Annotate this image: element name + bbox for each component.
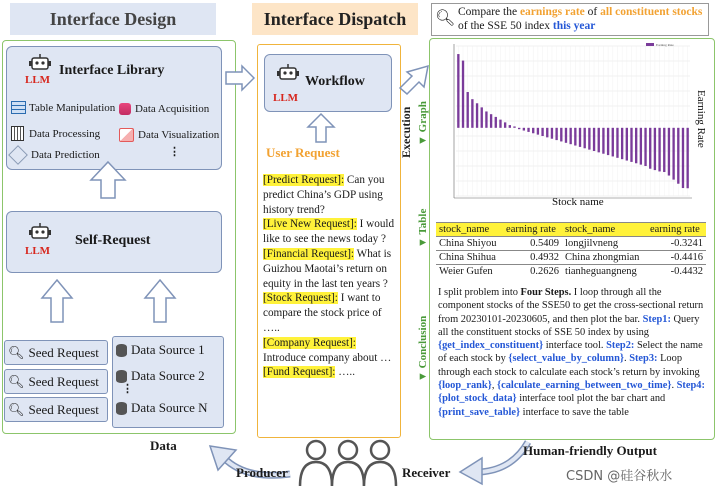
chart-bar: [532, 128, 534, 133]
seed-request-3: [4, 397, 108, 422]
step-label: Step1:: [642, 313, 671, 325]
chart-bar: [537, 128, 539, 135]
conclusion-bold: Four Steps.: [520, 287, 572, 298]
chart-bar: [677, 128, 679, 184]
request-text: …..: [338, 366, 355, 379]
network-icon: [8, 145, 28, 165]
request-tag: [Company Request]:: [263, 336, 356, 349]
seed-request-2: [4, 369, 108, 394]
table-row: [436, 251, 706, 265]
conclusion-part: Select the name of each stock by: [438, 340, 703, 365]
chart-bar: [495, 117, 497, 128]
table-cell: China Shiyou: [436, 237, 503, 251]
up-arrow-icon: [306, 112, 336, 144]
chart-bar: [546, 128, 548, 138]
chart-bar: [588, 128, 590, 150]
function-name: {select_value_by_column}: [508, 353, 624, 365]
workflow-box: [264, 54, 392, 112]
chart-bar: [607, 128, 609, 155]
step-label: Step4:: [676, 380, 705, 392]
users-icon: [296, 436, 400, 488]
stock-table: [436, 222, 706, 278]
calculator-icon: [11, 126, 24, 141]
tool-label: Data Visualization: [138, 129, 220, 141]
table-cell: 0.4932: [503, 251, 562, 265]
function-name: {plot_stock_data}: [438, 393, 517, 405]
data-label: Data: [150, 438, 177, 453]
table-icon: [11, 101, 26, 114]
up-arrow-icon: [143, 278, 177, 324]
chart-bar: [541, 128, 543, 136]
table-cell: 0.2626: [503, 265, 562, 279]
chart-bar: [593, 128, 595, 151]
table-cell: China zhongmian: [562, 251, 647, 265]
magnifier-icon: 🔍︎: [8, 401, 25, 417]
seed-request-label: Seed Request: [28, 401, 99, 417]
right-arrow-icon: [224, 64, 256, 92]
step-label: Step2:: [606, 340, 635, 352]
request-text: Introduce company about …: [263, 351, 392, 364]
y-axis-label: Earning Rate: [695, 90, 707, 148]
table-header-row: [436, 223, 706, 237]
chart-bar: [457, 54, 459, 128]
seed-request-label: Seed Request: [28, 373, 99, 389]
chart-bar: [481, 107, 483, 127]
chart-bar: [513, 126, 515, 127]
request-predict: [263, 173, 395, 217]
data-source-label: Data Source N: [131, 400, 208, 415]
tool-data-processing: [11, 126, 100, 141]
user-request-title: User Request: [266, 145, 340, 160]
request-fund: [263, 365, 395, 380]
workflow-title: Workflow: [305, 74, 365, 89]
table-cell: -0.4416: [647, 251, 706, 265]
chart-bar: [523, 128, 525, 131]
tool-more-ellipsis: ⋮: [169, 146, 180, 158]
query-highlight: this year: [552, 20, 596, 32]
llm-label: LLM: [273, 92, 299, 104]
tool-data-visualization: [119, 128, 219, 142]
chart-bar: [640, 128, 642, 165]
interface-dispatch-header: Interface Dispatch: [252, 3, 418, 35]
legend-swatch: [646, 43, 654, 46]
request-text: What is Guizhou Maotai’s return on equity in the last ten years ?: [263, 247, 392, 290]
database-icon: [116, 370, 127, 383]
chart-bar: [551, 128, 553, 139]
table-cell: China Shihua: [436, 251, 503, 265]
table-cell: longjilvneng: [562, 237, 647, 251]
tool-label: Data Prediction: [31, 149, 100, 161]
request-tag: [Live New Request]:: [263, 218, 357, 231]
chart-bar: [598, 128, 600, 153]
query-highlight: all constituent stocks: [600, 6, 703, 18]
chart-bar: [579, 128, 581, 147]
table-cell: -0.4432: [647, 265, 706, 279]
robot-icon: [29, 53, 51, 76]
side-label-text: Table: [417, 208, 429, 235]
data-source-n: [116, 400, 208, 416]
conclusion-part: .: [671, 380, 677, 392]
database-icon: [116, 344, 127, 357]
request-text: I want to compare the stock price of …..: [263, 292, 382, 334]
table-cell: Weier Gufen: [436, 265, 503, 279]
producer-label: Producer: [236, 465, 288, 480]
request-company: [263, 336, 395, 366]
step-label: Step3:: [629, 353, 658, 365]
conclusion-part: ,: [491, 380, 495, 392]
table-header: stock_name: [562, 223, 647, 237]
request-tag: [Financial Request]:: [263, 247, 355, 260]
database-icon: [119, 103, 131, 115]
execution-label: Execution: [399, 106, 413, 158]
curved-arrow-icon: [456, 438, 532, 486]
table-header: earning rate: [503, 223, 562, 237]
earning-rate-chart: [440, 40, 708, 218]
chart-bar: [658, 128, 660, 172]
robot-icon: [29, 222, 51, 245]
up-arrow-icon: [40, 278, 74, 324]
request-financial: [263, 247, 395, 291]
self-request-box: [6, 211, 222, 273]
magnifier-icon: 🔍︎: [8, 344, 25, 360]
chart-bar: [467, 92, 469, 128]
chart-bar: [509, 125, 511, 128]
conclusion-part: Query all the constituent stocks of SSE 50 index by using: [438, 313, 700, 338]
robot-icon: [277, 63, 299, 86]
table-row: [436, 265, 706, 279]
conclusion-side-label: ▼ Conclusion: [417, 315, 429, 382]
query-highlight: earnings rate: [519, 6, 585, 18]
user-request-list: [263, 173, 395, 380]
chart-bar: [485, 111, 487, 127]
interface-library-box: [6, 46, 222, 170]
chart-bar: [462, 61, 464, 128]
tool-label: Data Processing: [29, 127, 101, 140]
chart-bar: [584, 128, 586, 148]
tool-data-acquisition: [119, 103, 209, 115]
legend-label: Earning Rate: [656, 43, 674, 47]
table-header: stock_name: [436, 223, 503, 237]
chart-bar: [574, 128, 576, 146]
request-live-news: [263, 217, 395, 247]
conclusion-text: [438, 286, 708, 419]
chart-bar: [490, 114, 492, 128]
table-cell: tianheguangneng: [562, 265, 647, 279]
request-tag: [Stock Request]:: [263, 292, 338, 305]
table-cell: -0.3241: [647, 237, 706, 251]
request-text: Can you predict China’s GDP using history trend?: [263, 174, 385, 216]
magnifier-icon: 🔍︎: [8, 373, 25, 389]
tool-label: Table Manipulation: [29, 101, 116, 114]
chart-bar: [654, 128, 656, 170]
chart-bar: [471, 99, 473, 128]
conclusion-part: I loop through all the component stocks of the SSE50 to get the cross-sectional return from 20230101-20230605, and then plot the bar.: [438, 287, 704, 325]
tool-data-prediction: [11, 148, 100, 162]
human-friendly-output-label: Human-friendly Output: [523, 443, 657, 458]
llm-label: LLM: [25, 74, 51, 86]
data-source-label: Data Source 2: [131, 368, 205, 383]
request-tag: [Fund Request]:: [263, 366, 336, 379]
x-axis-label: Stock name: [552, 196, 604, 208]
query-part: Compare the: [458, 6, 520, 18]
interface-library-title: Interface Library: [59, 63, 165, 78]
query-part: of: [584, 6, 601, 18]
chart-bar: [560, 128, 562, 142]
chart-bar: [672, 128, 674, 180]
request-text: I would like to see the news today ?: [263, 218, 395, 246]
chart-bar: [626, 128, 628, 161]
self-request-title: Self-Request: [75, 233, 151, 248]
data-source-ellipsis: ⋮: [122, 383, 133, 395]
llm-label: LLM: [25, 245, 51, 257]
request-tag: [Predict Request]:: [263, 174, 345, 186]
chart-bar: [602, 128, 604, 154]
conclusion-part: .: [623, 353, 627, 365]
request-stock: [263, 291, 395, 335]
interface-design-header: Interface Design: [10, 3, 216, 35]
chart-bar: [686, 128, 688, 188]
tool-label: Data Acquisition: [135, 103, 210, 115]
graph-side-label: ▼ Graph: [417, 101, 429, 146]
function-name: {get_index_constituent}: [438, 340, 544, 352]
chart-bar: [499, 120, 501, 128]
chart-bar: [668, 128, 670, 176]
magnifier-icon: 🔍︎: [435, 10, 456, 27]
side-label-text: Conclusion: [417, 315, 429, 369]
data-source-label: Data Source 1: [131, 342, 205, 357]
query-box: [431, 3, 709, 36]
table-row: [436, 237, 706, 251]
query-part: of the SSE 50 index: [458, 20, 553, 32]
tool-table-manipulation: [11, 101, 115, 114]
chart-bar: [649, 128, 651, 169]
chart-icon: [119, 128, 134, 142]
chart-bar: [644, 128, 646, 166]
chart-bar: [621, 128, 623, 159]
table-side-label: ▼ Table: [417, 208, 429, 248]
chart-bar: [504, 122, 506, 127]
table-header: earning rate: [647, 223, 706, 237]
chart-bar: [555, 128, 557, 140]
table-cell: 0.5409: [503, 237, 562, 251]
conclusion-part: Loop through each stock to calculate each stock’s return by invoking: [438, 353, 700, 378]
receiver-label: Receiver: [402, 465, 451, 480]
up-arrow-icon: [88, 160, 128, 200]
chart-bar: [569, 128, 571, 144]
chart-bar: [616, 128, 618, 158]
seed-request-1: [4, 340, 108, 365]
chart-bar: [612, 128, 614, 157]
chart-bar: [565, 128, 567, 143]
chart-bar: [635, 128, 637, 163]
seed-request-label: Seed Request: [28, 344, 99, 360]
conclusion-part: interface tool.: [543, 340, 607, 352]
side-label-text: Graph: [417, 101, 429, 133]
query-text: [458, 5, 708, 33]
chart-bar: [476, 103, 478, 128]
watermark: CSDN @硅谷秋水: [566, 469, 673, 484]
function-name: {calculate_earning_between_two_time}: [497, 380, 672, 392]
chart-bar: [682, 128, 684, 188]
function-name: {print_save_table}: [438, 406, 521, 418]
chart-bar: [663, 128, 665, 172]
data-source-1: [116, 342, 205, 358]
chart-bar: [527, 128, 529, 132]
function-name: {loop_rank}: [438, 380, 492, 392]
database-icon: [116, 402, 127, 415]
conclusion-part: interface to save the table: [520, 406, 629, 418]
chart-bar: [518, 128, 520, 129]
conclusion-part: interface tool plot the bar chart and: [516, 393, 666, 405]
conclusion-part: I split problem into: [438, 287, 521, 298]
chart-bar: [630, 128, 632, 162]
